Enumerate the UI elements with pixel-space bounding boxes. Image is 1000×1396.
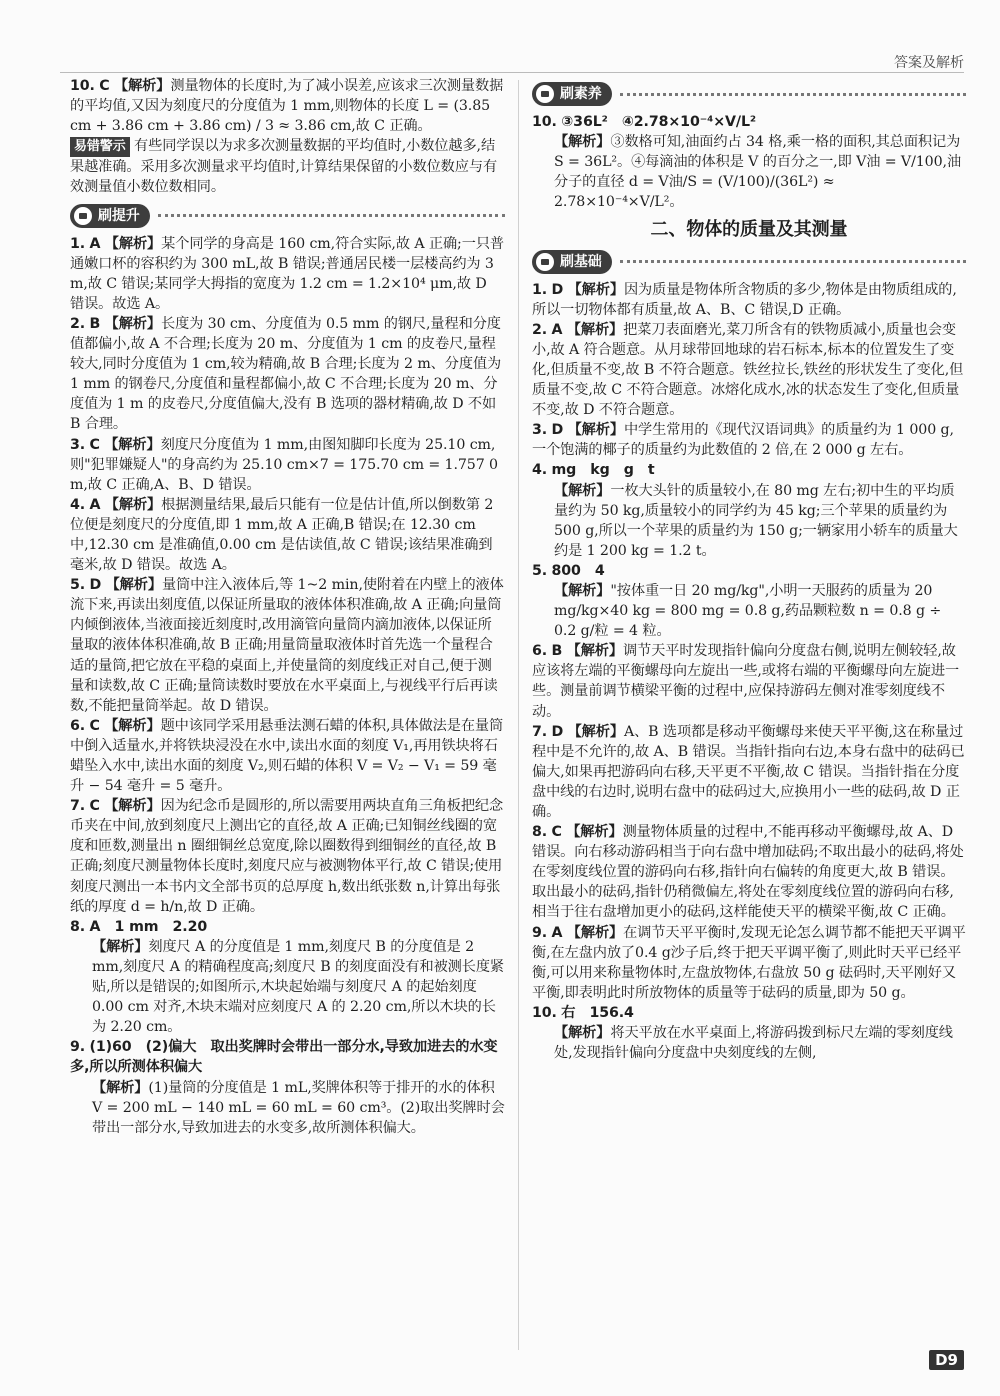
answer-item <box>532 460 966 480</box>
analysis-tag: 【解析】 <box>104 798 161 815</box>
answer: C <box>89 436 100 453</box>
question-number: 7. <box>532 723 548 740</box>
answer: A <box>89 496 101 513</box>
header-title: 答案及解析 <box>894 55 964 71</box>
answer: 右 156.4 <box>561 1004 634 1021</box>
analysis-tag: 【解析】 <box>104 496 162 513</box>
section-header-literacy <box>532 81 966 107</box>
answer-item <box>70 937 505 1037</box>
question-number: 7. <box>70 798 86 815</box>
question-number: 1. <box>532 281 548 298</box>
analysis-tag: 【解析】 <box>554 1025 611 1042</box>
analysis-text: 将天平放在水平桌面上,将游码拨到标尺左端的零刻度线处,发现指针偏向分度盘中央刻度线的左侧, <box>554 1025 953 1062</box>
answer-item <box>532 481 966 561</box>
section-header-improve <box>70 203 505 229</box>
answer-item <box>70 234 505 314</box>
page-number: D9 <box>929 1350 964 1370</box>
analysis-text: 把菜刀表面磨光,菜刀所含有的铁物质减小,质量也会变小,故 A 符合题意。从月球带回地球的岩石标本,标本的位置发生了变化,但质量不变,故 B 不符合题意。铁丝拉长,铁丝的形状发生了变化,但质量不变,故 C 不符合题意。冰熔化成水,冰的状态发生了变化,但质量不变,故 D 不符合题意。 <box>532 321 964 419</box>
analysis-text: 因为纪念币是圆形的,所以需要用两块直角三角板把纪念币夹在中间,放到刻度尺上测出它的直径,故 A 正确;已知铜丝线圈的宽度和匝数,测量出 n 圈细铜丝总宽度,除以圈数得到细铜丝的直径,故 B 正确;刻度尺测量物体长度时,刻度尺应与被测物体平行,故 C 错误;使用刻度尺测出一本书内文全部书页的总厚度 h,数出纸张数 n,计算出每张纸的厚度 d = h/n,故 D 正确。 <box>70 798 504 915</box>
answer-item <box>70 1078 505 1138</box>
answer: mg kg g t <box>551 462 655 479</box>
header-rule <box>60 72 964 73</box>
section-title: 刷素养 <box>560 85 602 102</box>
analysis-tag: 【解析】 <box>566 924 624 941</box>
chapter-heading: 二、物体的质量及其测量 <box>650 219 848 241</box>
analysis-text: 中学生常用的《现代汉语词典》的质量约为 1 000 g,一个饱满的椰子的质量约为此数值的 2 倍,在 2 000 g 左右。 <box>532 422 954 459</box>
analysis-text: (1)量筒的分度值是 1 mL,奖牌体积等于排开的水的体积 V = 200 mL − 140 mL = 60 mL = 60 cm³。(2)取出奖牌时会带出一部分水,导致加进去的水变多,故所测体积偏大。 <box>92 1079 505 1136</box>
answer-item <box>532 923 966 1003</box>
answer-item <box>532 1003 966 1023</box>
answer: A <box>89 235 101 252</box>
answer-item <box>70 796 505 917</box>
brush-icon <box>74 207 92 225</box>
question-number: 5. <box>70 577 86 594</box>
question-number: 10. <box>70 78 95 94</box>
analysis-text: 刻度尺分度值为 1 mm,由图知脚印长度为 25.10 cm,则"犯罪嫌疑人"的身高约为 25.10 cm×7 = 175.70 cm = 1.757 0 m,故 C 正确,A、B、D 错误。 <box>70 436 498 493</box>
analysis-text: 题中该同学采用悬垂法测石蜡的体积,具体做法是在量筒中倒入适量水,并将铁块浸没在水中,读出水面的刻度 V₁,再用铁块将石蜡坠入水中,读出水面的刻度 V₂,则石蜡的体积 V = V₂ − V₁ = 59 毫升 − 54 毫升 = 5 毫升。 <box>70 717 504 795</box>
answer: A 1 mm 2.20 <box>89 918 208 935</box>
answer-item <box>532 561 966 581</box>
question-number: 8. <box>532 824 548 841</box>
analysis-tag: 【解析】 <box>92 1079 149 1096</box>
brush-icon <box>536 85 554 103</box>
answer: D <box>89 577 102 594</box>
answer: C <box>89 717 100 734</box>
question-number: 9. <box>70 1039 86 1056</box>
answer: C <box>551 824 562 841</box>
answer: A <box>551 321 563 338</box>
answer: D <box>551 281 564 298</box>
analysis-tag: 【解析】 <box>566 824 623 841</box>
answer: (1)60 (2)偏大 取出奖牌时会带出一部分水,导致加进去的水变多,所以所测体积偏大 <box>70 1039 498 1076</box>
answer-item <box>70 575 505 716</box>
analysis-tag: 【解析】 <box>554 134 611 151</box>
analysis-text: "按体重一日 20 mg/kg",小明一天服药的质量为 20 mg/kg×40 kg = 800 mg = 0.8 g,药品颗粒数 n = 0.8 g ÷ 0.2 g/粒 = 4 粒。 <box>554 582 942 640</box>
answer: D <box>551 723 564 740</box>
answer-item <box>532 722 966 822</box>
answer-item <box>70 716 505 796</box>
right-items-list <box>532 280 966 1064</box>
brush-icon <box>536 253 554 271</box>
answer: C <box>89 798 100 815</box>
answer-item <box>70 917 505 937</box>
answer: B <box>89 315 101 332</box>
answer-item <box>70 495 505 575</box>
answer-item <box>532 581 966 641</box>
answer-item <box>532 822 966 922</box>
left-column <box>70 76 505 1138</box>
question-number: 6. <box>532 643 548 660</box>
question-number: 2. <box>532 321 548 338</box>
analysis-tag: 【解析】 <box>567 281 624 298</box>
left-items-list <box>70 234 505 1138</box>
warning-note <box>70 136 505 197</box>
analysis-text: ③数格可知,油面约占 34 格,乘一格的面积,其总面积记为 S = 36L²。④每滴油的体积是 V 的百分之一,即 V油 = V/100,油分子的直径 d = V油/S = (V/100)/(36L²) ≈ 2.78×10⁻⁴×V/L²。 <box>554 134 962 211</box>
answer: C <box>99 78 110 94</box>
analysis-tag: 【解析】 <box>104 717 161 734</box>
section-header-basic <box>532 249 966 275</box>
analysis-text: 长度为 30 cm、分度值为 0.5 mm 的钢尺,量程和分度值都偏小,故 A 不合理;长度为 20 m、分度值为 1 cm 的皮卷尺,量程较大,同时分度值为 1 cm,较为精确,故 B 合理;长度为 2 m、分度值为 1 mm 的钢卷尺,分度值和量程都偏小,故 C 不合理;长度为 20 m、分度值为 1 m 的皮卷尺,分度值偏大,没有 B 选项的器材精确,故 D 不如 B 合理。 <box>70 315 502 433</box>
analysis-text: 测量物体的长度时,为了减小误差,应该求三次测量数据的平均值,又因为刻度尺的分度值为 1 mm,则物体的长度 L = (3.85 cm + 3.86 cm + 3.86 cm) / 3 ≈ 3.86 cm,故 C 正确。 <box>70 78 504 135</box>
question-number: 10. <box>532 1004 557 1021</box>
question-number: 8. <box>70 918 86 935</box>
analysis-text: 测量物体质量的过程中,不能再移动平衡螺母,故 A、D 错误。向右移动游码相当于向右盘中增加砝码;不取出最小的砝码,将处在零刻度线位置的游码向右移,指针向右偏转的角度更大,故 B 错误。取出最小的砝码,指针仍稍微偏左,将处在零刻度线位置的游码向右移,相当于往右盘增加更小的砝码,这样能使天平的横梁平衡,故 C 正确。 <box>532 824 964 921</box>
analysis-tag: 【解析】 <box>114 78 171 94</box>
answer-item <box>532 641 966 721</box>
answer: D <box>551 422 564 439</box>
analysis-text: 某个同学的身高是 160 cm,符合实际,故 A 正确;一只普通嫩口杯的容积约为 300 mL,故 B 错误;普通居民楼一层楼高约为 3 m,故 C 错误;某同学大拇指的宽度为 1.2 cm = 1.2×10⁴ μm,故 D 错误。故选 A。 <box>70 235 504 312</box>
answer: ③36L² ④2.78×10⁻⁴×V/L² <box>561 114 757 130</box>
analysis-tag: 【解析】 <box>104 235 162 252</box>
analysis-tag: 【解析】 <box>92 938 149 955</box>
analysis-tag: 【解析】 <box>567 422 624 439</box>
question-number: 10. <box>532 114 557 130</box>
question-10-answer <box>532 112 966 132</box>
question-10 <box>70 76 505 136</box>
question-number: 1. <box>70 235 86 252</box>
analysis-text: 调节天平时发现指针偏向分度盘右侧,说明左侧较轻,故应该将左端的平衡螺母向左旋出一些,或将右端的平衡螺母向左旋进一些。测量前调节横梁平衡的过程中,应保持游码左侧对准零刻度线不动。 <box>532 643 960 720</box>
question-number: 5. <box>532 562 548 579</box>
analysis-text: A、B 选项都是移动平衡螺母来使天平平衡,这在称量过程中是不允许的,故 A、B 错误。当指针指向右边,本身右盘中的砝码已偏大,如果再把游码向右移,天平更不平衡,故 C 错误。当指针指在分度盘中线的右边时,说明右盘中的砝码过大,应换用小一些的砝码,故 D 正确。 <box>532 723 965 820</box>
question-number: 2. <box>70 315 86 332</box>
warning-text: 有些同学误以为求多次测量数据的平均值时,小数位越多,结果越准确。采用多次测量求平均值时,计算结果保留的小数位数应与有效测量值小数位数相同。 <box>70 138 498 196</box>
analysis-text: 根据测量结果,最后只能有一位是估计值,所以倒数第 2 位便是刻度尺的分度值,即 1 mm,故 A 正确,B 错误;在 12.30 cm 中,12.30 cm 是准确值,0.00 cm 是估读值,故 C 错误;该结果准确到毫米,故 D 错误。故选 A。 <box>70 496 494 574</box>
analysis-text: 因为质量是物体所含物质的多少,物体是由物质组成的,所以一切物体都有质量,故 A、B、C 错误,D 正确。 <box>532 281 957 318</box>
question-number: 6. <box>70 717 86 734</box>
answer-item <box>70 435 505 495</box>
analysis-tag: 【解析】 <box>105 577 162 594</box>
analysis-tag: 【解析】 <box>104 315 161 332</box>
analysis-text: 一枚大头针的质量较小,在 80 mg 左右;初中生的平均质量约为 50 kg,质量较小的同学约为 45 kg;三个苹果的质量约为500 g,所以一个苹果的质量约为 150 g;一辆家用小轿车的质量大约是 1 200 kg = 1.2 t。 <box>554 482 958 559</box>
analysis-tag: 【解析】 <box>554 582 611 599</box>
analysis-text: 量筒中注入液体后,等 1~2 min,使附着在内壁上的液体流下来,再读出刻度值,以保证所量取的液体体积准确,故 A 正确;向量筒内倾倒液体,当液面接近刻度时,改用滴管向量筒内滴加液体,以保证所量取的液体体积准确,故 B 正确;用量筒量取液体时首先选一个量程合适的量筒,把它放在平稳的桌面上,并使量筒的刻度线正对自己,便于测量和读数,故 C 正确;量筒读数时要放在水平桌面上,与视线平行后再读数,不能把量筒举起。故 D 错误。 <box>70 577 504 714</box>
answer-item <box>532 420 966 460</box>
analysis-tag: 【解析】 <box>104 436 161 453</box>
question-10-analysis <box>532 132 966 212</box>
section-title: 刷提升 <box>98 207 140 224</box>
analysis-text: 刻度尺 A 的分度值是 1 mm,刻度尺 B 的分度值是 2 mm,刻度尺 A 的精确程度高;刻度尺 B 的刻度面没有和被测长度紧贴,所以是错误的;如图所示,木块起始端与刻度尺 A 的起始刻度 0.00 cm 对齐,木块末端对应刻度尺 A 的 2.20 cm,所以木块的长为 2.20 cm。 <box>92 938 505 1036</box>
analysis-tag: 【解析】 <box>567 723 624 740</box>
question-number: 9. <box>532 924 548 941</box>
analysis-tag: 【解析】 <box>566 643 623 660</box>
answer: A <box>551 924 563 941</box>
answer-item <box>532 320 966 420</box>
answer-item <box>70 314 505 435</box>
question-number: 4. <box>532 462 548 479</box>
question-number: 4. <box>70 496 86 513</box>
answer: B <box>551 643 563 660</box>
answer-item <box>532 1023 966 1063</box>
answer: 800 4 <box>551 562 605 579</box>
warning-label: 易错警示 <box>70 137 130 157</box>
answer-item <box>70 1037 505 1077</box>
analysis-tag: 【解析】 <box>554 482 611 499</box>
question-number: 3. <box>70 436 86 453</box>
analysis-text: 在调节天平平衡时,发现无论怎么调节都不能把天平调平衡,在左盘内放了0.4 g沙子后,终于把天平调平衡了,则此时天平已经平衡,可以用来称量物体时,左盘放物体,右盘放 50 g 砝码时,天平刚好又平衡,即表明此时所放物体的质量等于砝码的质量,即为 50 g。 <box>532 924 966 1001</box>
question-number: 3. <box>532 422 548 439</box>
answer-item <box>532 280 966 320</box>
section-title: 刷基础 <box>560 253 602 270</box>
right-column <box>532 76 966 1063</box>
analysis-tag: 【解析】 <box>566 321 624 338</box>
column-divider <box>518 80 519 1350</box>
